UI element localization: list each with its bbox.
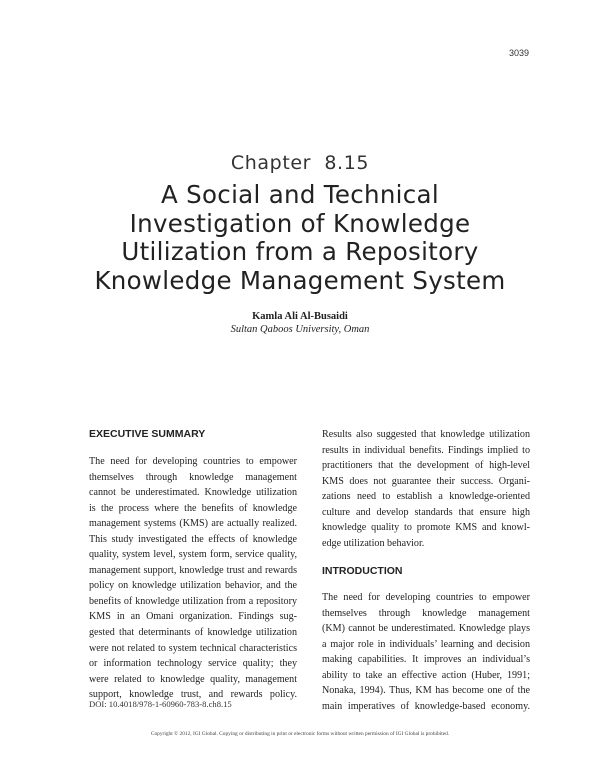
text-line: practitioners that the development of high-level [322, 460, 530, 472]
text-line: or information technology service quality; they [89, 658, 297, 670]
text-line: cannot be underestimated. Knowledge utilization [89, 487, 297, 499]
text-line: themselves through knowledge management [322, 607, 530, 619]
text-line: benefits of knowledge utilization from a repository [89, 595, 297, 607]
text-line: zations need to establish a knowledge-oriented [322, 491, 530, 503]
introduction-heading: INTRODUCTION [322, 565, 403, 577]
text-line: The need for developing countries to empower [89, 456, 297, 467]
doi-note: DOI: 10.4018/978-1-60960-783-8.ch8.15 [89, 699, 232, 709]
author-name: Kamla Ali Al-Busaidi [252, 311, 348, 322]
text-line: culture and develop standards that ensure high [322, 506, 530, 518]
text-line: (KM) cannot be underestimated. Knowledge plays [322, 623, 530, 635]
text-line: Nonaka, 1994). Thus, KM has become one of the [322, 685, 530, 697]
text-line: policy on knowledge utilization behavior, and the [89, 580, 297, 592]
text-line: The need for developing countries to empower [322, 592, 530, 603]
text-line: results in individual benefits. Findings implied to [322, 444, 530, 456]
introduction-body [322, 590, 530, 714]
title-line: A Social and Technical [161, 180, 439, 209]
executive-summary-continued [322, 427, 530, 551]
text-line: making capabilities. It improves an individual’s [322, 654, 530, 666]
chapter-title [50, 181, 550, 295]
text-line: a major role in individuals’ learning and decision [322, 638, 530, 650]
text-line: KMS does not guarantee their success. Organi- [322, 475, 530, 487]
text-line: knowledge quality to promote KMS and knowl- [322, 522, 530, 534]
chapter-label: Chapter 8.15 [230, 152, 370, 174]
text-line: management systems (KMS) are actually realized. [89, 518, 297, 530]
text-line: quality, system level, system form, service quality, [89, 549, 297, 561]
text-line: main imperatives of knowledge-based economy. [322, 700, 530, 712]
title-line: Investigation of Knowledge [129, 208, 471, 238]
text-line: support, knowledge trust, and rewards policy. [89, 689, 297, 701]
title-line: Knowledge Management System [94, 265, 506, 295]
text-line: management support, knowledge trust and rewards [89, 564, 297, 576]
text-line: KMS in an Omani organization. Findings sug- [89, 611, 297, 623]
text-line: gested that determinants of knowledge utilization [89, 627, 297, 639]
text-line: edge utilization behavior. [322, 537, 425, 549]
text-line: themselves through knowledge management [89, 471, 297, 483]
executive-summary-body [89, 454, 297, 703]
author-affiliation: Sultan Qaboos University, Oman [230, 324, 370, 335]
text-line: This study investigated the effects of knowledge [89, 533, 297, 545]
text-line: were not related to system technical characteristics [89, 642, 297, 654]
text-line: is the process where the benefits of knowledge [89, 502, 297, 514]
page-number: 3039 [508, 48, 529, 58]
text-line: Results also suggested that knowledge utilization [322, 429, 530, 440]
text-line: ability to take an effective action (Huber, 1991; [322, 669, 530, 681]
executive-summary-heading: EXECUTIVE SUMMARY [89, 428, 206, 440]
copyright-notice: Copyright © 2012, IGI Global. Copying or distributing in print or electronic forms without written permission of IGI Global is prohibited. [150, 731, 450, 737]
title-line: Utilization from a Repository [121, 237, 479, 266]
text-line: were related to knowledge quality, management [89, 673, 297, 685]
